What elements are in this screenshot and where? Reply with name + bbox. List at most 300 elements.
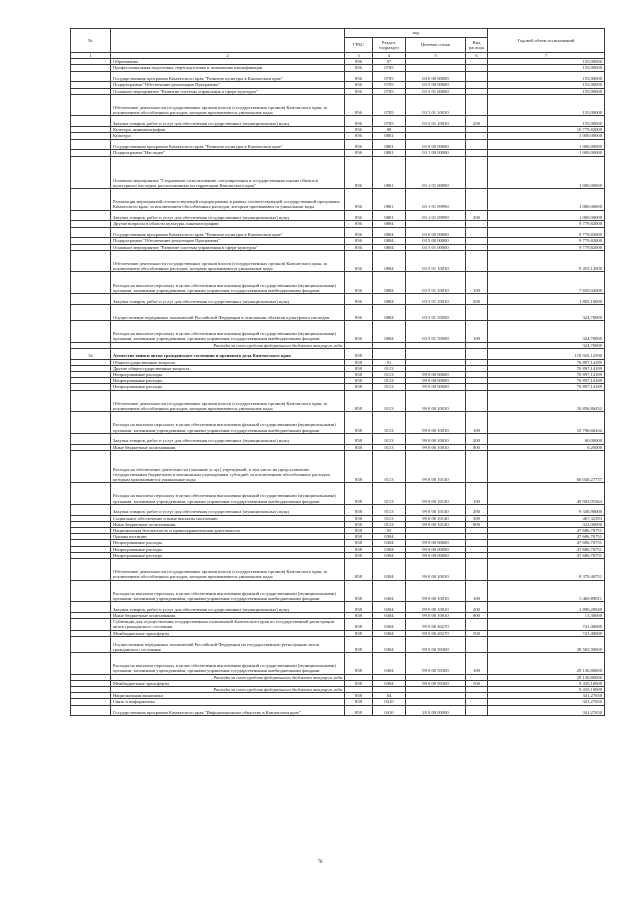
row-vid — [466, 348, 488, 359]
row-target: 99 0 00 59300 — [406, 636, 466, 652]
row-target: 99 0 00 10010 — [406, 602, 466, 613]
row-grbs: 858 — [345, 412, 373, 434]
row-name: Закупка товаров, работ и услуг для обеспечения государственных (муниципальных) нужд — [111, 116, 345, 127]
row-number — [71, 293, 111, 304]
row-target: 99 0 00 00000 — [406, 384, 466, 390]
row-name: Обеспечение деятельности государственных органов власти (государственных органов) Камчатского края, за исключением обособленных расходов, которым присваиваются уникальные коды — [111, 94, 345, 116]
row-name: Другие вопросы в области культуры, кинематографии — [111, 221, 345, 227]
table-row — [71, 250, 605, 272]
row-name: Подпрограмма "Наследие" — [111, 150, 345, 156]
row-target: 03 5 01 10010 — [406, 116, 466, 127]
row-grbs: 856 — [345, 227, 373, 238]
row-target: 99 0 00 40270 — [406, 619, 466, 630]
row-razdel — [373, 348, 406, 359]
row-name: Иные бюджетные ассигнования — [111, 612, 345, 618]
row-grbs: 856 — [345, 139, 373, 150]
row-grbs: 858 — [345, 450, 373, 482]
row-grbs: 858 — [345, 444, 373, 450]
row-amount: 1 000,00000 — [488, 156, 605, 188]
row-razdel: 0304 — [373, 558, 406, 580]
row-number — [71, 390, 111, 412]
row-name: Национальная безопасность и правоохранительная деятельность — [111, 527, 345, 533]
row-vid: 200 — [466, 602, 488, 613]
row-name: Социальное обеспечение и иные выплаты населению — [111, 515, 345, 521]
row-razdel: 0410 — [373, 705, 406, 716]
table-row — [71, 602, 605, 613]
row-razdel: 0113 — [373, 521, 406, 527]
row-amount: 70 897,14189 — [488, 384, 605, 390]
row-vid: 800 — [466, 444, 488, 450]
table-row — [71, 116, 605, 127]
row-razdel: 0801 — [373, 133, 406, 139]
row-grbs: 856 — [345, 250, 373, 272]
row-amount: 155,00000 — [488, 71, 605, 82]
row-target: 03 5 01 10010 — [406, 94, 466, 116]
row-vid: 100 — [466, 320, 488, 342]
row-name: Культура, кинематография — [111, 127, 345, 133]
row-grbs: 858 — [345, 521, 373, 527]
col-header-target: Целевая статья — [406, 38, 466, 53]
row-name: Иные бюджетные ассигнования — [111, 444, 345, 450]
row-name: Связь и информатика — [111, 699, 345, 705]
row-name: Непрограммные расходы — [111, 371, 345, 377]
table-row — [71, 450, 605, 482]
row-razdel: 0113 — [373, 504, 406, 515]
row-name: Органы юстиции — [111, 534, 345, 540]
row-number — [71, 504, 111, 515]
row-target: 99 0 00 10010 — [406, 444, 466, 450]
row-grbs: 856 — [345, 238, 373, 244]
row-name: Осуществление переданных полномочий Российской Федерации в отношении объектов культурного наследия — [111, 304, 345, 320]
row-target: 03 0 00 00000 — [406, 227, 466, 238]
row-vid: 800 — [466, 521, 488, 527]
row-vid — [466, 636, 488, 652]
row-number — [71, 558, 111, 580]
row-razdel: 0801 — [373, 156, 406, 188]
table-row — [71, 210, 605, 221]
row-target: 99 0 00 10010 — [406, 433, 466, 444]
row-razdel: 0801 — [373, 210, 406, 221]
row-amount: 10 856,86432 — [488, 390, 605, 412]
table-header-row-1 — [71, 29, 605, 38]
row-amount: 29 130,80000 — [488, 674, 605, 680]
row-grbs: 856 — [345, 150, 373, 156]
row-amount: 9 779,82000 — [488, 227, 605, 238]
row-target: 99 0 00 00000 — [406, 378, 466, 384]
row-name: Подпрограмма "Обеспечение реализации Программы" — [111, 82, 345, 88]
row-razdel: 0304 — [373, 580, 406, 602]
row-number — [71, 116, 111, 127]
row-amount: 155,00000 — [488, 116, 605, 127]
row-vid: 500 — [466, 680, 488, 686]
col-index: 4 — [373, 53, 406, 59]
row-amount: 9 779,82000 — [488, 244, 605, 250]
row-amount: 155,00000 — [488, 59, 605, 65]
row-name: Закупка товаров, работ и услуг для обеспечения государственных (муниципальных) нужд — [111, 602, 345, 613]
row-number — [71, 272, 111, 294]
table-row — [71, 504, 605, 515]
row-grbs: 856 — [345, 210, 373, 221]
table-row — [71, 320, 605, 342]
row-target: 99 0 00 59300 — [406, 652, 466, 674]
row-name: Профессиональная подготовка, переподготовка и повышение квалификации — [111, 65, 345, 71]
row-target: 99 0 00 10140 — [406, 515, 466, 521]
row-target: 03 5 01 10010 — [406, 272, 466, 294]
row-target: 99 0 00 10010 — [406, 612, 466, 618]
row-target: 03 0 00 00000 — [406, 139, 466, 150]
row-razdel: 07 — [373, 59, 406, 65]
row-grbs: 856 — [345, 127, 373, 133]
row-razdel: 0801 — [373, 189, 406, 211]
row-vid — [466, 94, 488, 116]
row-amount: 47 686,70751 — [488, 540, 605, 546]
row-vid — [466, 619, 488, 630]
row-grbs: 856 — [345, 71, 373, 82]
row-target: 99 0 00 10140 — [406, 483, 466, 505]
row-number — [71, 227, 111, 238]
row-number — [71, 636, 111, 652]
row-amount: 47 686,70751 — [488, 546, 605, 552]
row-number — [71, 580, 111, 602]
row-grbs: 858 — [345, 348, 373, 359]
row-number — [71, 602, 111, 613]
row-vid — [466, 139, 488, 150]
row-target: 99 0 00 00000 — [406, 371, 466, 377]
row-grbs: 858 — [345, 483, 373, 505]
row-name: Агентство записи актов гражданского состояния и архивного дела Камчатского края — [111, 348, 345, 359]
row-razdel: 0304 — [373, 612, 406, 618]
row-amount: 70 897,14189 — [488, 378, 605, 384]
row-number — [71, 189, 111, 211]
row-target: 99 0 00 00000 — [406, 552, 466, 558]
row-target: 99 0 00 10010 — [406, 412, 466, 434]
row-razdel: 04 — [373, 693, 406, 699]
row-razdel: 0304 — [373, 636, 406, 652]
row-grbs: 856 — [345, 272, 373, 294]
row-amount: 1 000,00000 — [488, 133, 605, 139]
row-target: 99 0 00 10010 — [406, 390, 466, 412]
row-razdel: 0804 — [373, 250, 406, 272]
row-razdel: 0705 — [373, 94, 406, 116]
table-row — [71, 652, 605, 674]
row-amount: 9 779,82000 — [488, 238, 605, 244]
col-index: 7 — [488, 53, 605, 59]
row-name: Государственная программа Камчатского края "Развитие культуры в Камчатском крае" — [111, 227, 345, 238]
row-amount: 324,70000 — [488, 320, 605, 342]
row-grbs: 856 — [345, 116, 373, 127]
row-grbs: 858 — [345, 552, 373, 558]
row-vid — [466, 71, 488, 82]
row-amount: 9 779,82000 — [488, 221, 605, 227]
row-vid — [466, 705, 488, 716]
row-grbs: 856 — [345, 293, 373, 304]
row-name: Непрограммные расходы — [111, 546, 345, 552]
row-number — [71, 652, 111, 674]
budget-document — [70, 28, 604, 716]
row-number — [71, 94, 111, 116]
row-target: 99 0 00 59300 — [406, 680, 466, 686]
table-row — [71, 636, 605, 652]
row-name: Расходы на выплаты персоналу в целях обеспечения выполнения функций государственными (муниципальными) органами, казенными учреждениями, органами управления государственными внебюджетными фондами — [111, 412, 345, 434]
row-number — [71, 71, 111, 82]
row-razdel: 0113 — [373, 444, 406, 450]
row-razdel: 0304 — [373, 630, 406, 636]
row-grbs: 856 — [345, 82, 373, 88]
row-razdel: 0804 — [373, 244, 406, 250]
row-number — [71, 250, 111, 272]
row-grbs: 856 — [345, 189, 373, 211]
row-razdel: 0113 — [373, 515, 406, 521]
table-row — [71, 412, 605, 434]
row-vid — [466, 558, 488, 580]
row-razdel: 0113 — [373, 378, 406, 384]
row-amount: 47 686,70751 — [488, 534, 605, 540]
row-number — [71, 483, 111, 505]
row-amount: 70 897,14189 — [488, 365, 605, 371]
col-header-razdel: Раздел, подраздел — [373, 38, 406, 53]
col-header-code-group: код — [345, 29, 488, 38]
row-amount: 118 925,12590 — [488, 348, 605, 359]
row-razdel: 0705 — [373, 116, 406, 127]
row-amount: 341,27650 — [488, 693, 605, 699]
row-vid — [466, 189, 488, 211]
row-number — [71, 619, 111, 630]
row-target: 99 0 00 10140 — [406, 521, 466, 527]
row-razdel: 0113 — [373, 433, 406, 444]
col-index: 2 — [111, 53, 345, 59]
row-vid: 200 — [466, 433, 488, 444]
table-row — [71, 483, 605, 505]
table-row — [71, 619, 605, 630]
row-target: 99 0 00 10010 — [406, 580, 466, 602]
table-row — [71, 348, 605, 359]
row-target: 03 5 01 00000 — [406, 88, 466, 94]
row-name: Государственная программа Камчатского края "Информационное общество в Камчатском крае" — [111, 705, 345, 716]
row-razdel: 0705 — [373, 82, 406, 88]
row-number — [71, 139, 111, 150]
row-name: Закупка товаров, работ и услуг для обеспечения государственных (муниципальных) нужд — [111, 433, 345, 444]
row-grbs: 856 — [345, 304, 373, 320]
row-grbs: 856 — [345, 59, 373, 65]
row-name: Расходы на выплаты персоналу в целях обеспечения выполнения функций государственными (муниципальными) органами, казенными учреждениями, органами управления государственными внебюджетными фондами — [111, 272, 345, 294]
table-row — [71, 272, 605, 294]
row-vid: 100 — [466, 580, 488, 602]
row-name: Расходы за счет средств федерального бюджета текущего года — [111, 342, 345, 348]
row-name: Культура — [111, 133, 345, 139]
row-razdel: 0801 — [373, 150, 406, 156]
table-row — [71, 558, 605, 580]
row-grbs: 856 — [345, 88, 373, 94]
row-name: Основное мероприятие "Развитие системы управления в сфере культуры" — [111, 244, 345, 250]
row-name: Основное мероприятие "Сохранение, использование, популяризация и государственная охрана объектов культурного наследия, расположенных на территории Камчатского края" — [111, 156, 345, 188]
row-grbs: 858 — [345, 546, 373, 552]
row-amount: 10 779,82000 — [488, 127, 605, 133]
row-razdel: 03 — [373, 527, 406, 533]
row-razdel: 0804 — [373, 272, 406, 294]
row-razdel: 0804 — [373, 238, 406, 244]
row-grbs: 856 — [345, 156, 373, 188]
row-target: 03 5 00 00000 — [406, 82, 466, 88]
row-amount: 0,20000 — [488, 444, 605, 450]
row-target: 03 1 01 00000 — [406, 156, 466, 188]
row-grbs: 856 — [345, 65, 373, 71]
row-amount: 70 897,14189 — [488, 371, 605, 377]
row-razdel: 0801 — [373, 139, 406, 150]
row-razdel: 0113 — [373, 412, 406, 434]
row-number: 32 — [71, 348, 111, 359]
table-row — [71, 71, 605, 82]
table-row — [71, 156, 605, 188]
row-number — [71, 705, 111, 716]
table-row — [71, 293, 605, 304]
row-grbs: 858 — [345, 534, 373, 540]
row-name: Государственная программа Камчатского края "Развитие культуры в Камчатском крае" — [111, 139, 345, 150]
row-name: Основное мероприятие "Развитие системы управления в сфере культуры" — [111, 88, 345, 94]
row-amount: 9 455,12000 — [488, 250, 605, 272]
row-amount: 10 796,66432 — [488, 412, 605, 434]
row-grbs: 858 — [345, 636, 373, 652]
row-razdel: 0304 — [373, 552, 406, 558]
row-amount: 9 435,10000 — [488, 686, 605, 692]
row-razdel: 0304 — [373, 652, 406, 674]
row-name: Межбюджетные трансферты — [111, 680, 345, 686]
row-target: 03 1 01 09990 — [406, 189, 466, 211]
row-amount: 60,00000 — [488, 433, 605, 444]
row-name: Образование — [111, 59, 345, 65]
row-amount: 741,40000 — [488, 630, 605, 636]
row-name: Подпрограмма "Обеспечение реализации Программы" — [111, 238, 345, 244]
row-name: Закупка товаров, работ и услуг для обеспечения государственных (муниципальных) нужд — [111, 293, 345, 304]
row-amount: 324,70000 — [488, 342, 605, 348]
row-name: Межбюджетные трансферты — [111, 630, 345, 636]
row-razdel: 0804 — [373, 320, 406, 342]
row-target: 03 5 00 00000 — [406, 238, 466, 244]
row-vid: 100 — [466, 652, 488, 674]
row-vid — [466, 250, 488, 272]
row-number — [71, 304, 111, 320]
row-vid: 100 — [466, 412, 488, 434]
row-target — [406, 348, 466, 359]
row-grbs: 856 — [345, 320, 373, 342]
row-amount: 741,40000 — [488, 619, 605, 630]
row-name: Непрограммные расходы — [111, 384, 345, 390]
row-razdel: 0705 — [373, 65, 406, 71]
table-row — [71, 580, 605, 602]
col-header-num: № — [71, 29, 111, 53]
page-number: 78 — [317, 860, 323, 865]
row-target: 99 0 00 00000 — [406, 540, 466, 546]
row-amount: 341,27650 — [488, 699, 605, 705]
row-grbs: 858 — [345, 384, 373, 390]
row-grbs: 858 — [345, 558, 373, 580]
row-grbs: 858 — [345, 504, 373, 515]
row-vid: 200 — [466, 116, 488, 127]
row-grbs: 856 — [345, 221, 373, 227]
row-amount: 467,32393 — [488, 515, 605, 521]
table-row — [71, 189, 605, 211]
row-name: Расходы на выплаты персоналу в целях обеспечения выполнения функций государственными (муниципальными) органами, казенными учреждениями, органами управления государственными внебюджетными фондами — [111, 320, 345, 342]
row-grbs: 858 — [345, 540, 373, 546]
budget-table — [70, 28, 605, 716]
row-target: 20 0 00 00000 — [406, 705, 466, 716]
row-razdel: 08 — [373, 127, 406, 133]
row-vid: 100 — [466, 272, 488, 294]
row-grbs: 858 — [345, 390, 373, 412]
row-name: Реализация мероприятий соответствующей подпрограммы в рамках соответствующей государственной программы Камчатского края, за исключением обособленных расходов, которым присваиваются уникальные коды — [111, 189, 345, 211]
col-header-vid: Вид расхода — [466, 38, 488, 53]
col-index: 3 — [345, 53, 373, 59]
row-razdel: 0113 — [373, 483, 406, 505]
row-amount: 13,30000 — [488, 612, 605, 618]
row-name: Осуществление переданных полномочий Российской Федерации на государственную регистрацию актов гражданского состояния — [111, 636, 345, 652]
row-amount: 324,70000 — [488, 304, 605, 320]
row-name: Общегосударственные вопросы — [111, 359, 345, 365]
row-amount: 29 130,80000 — [488, 652, 605, 674]
row-name: Государственная программа Камчатского края "Развитие культуры в Камчатском крае" — [111, 71, 345, 82]
row-amount: 60 040,27757 — [488, 450, 605, 482]
row-amount: 1 000,00000 — [488, 210, 605, 221]
col-header-amount: Годовой объем ассигнований — [488, 29, 605, 53]
row-name: Обеспечение деятельности государственных органов власти (государственных органов) Камчатского края, за исключением обособленных расходов, которым присваиваются уникальные коды — [111, 250, 345, 272]
row-razdel: 0113 — [373, 450, 406, 482]
row-target: 03 0 00 00000 — [406, 71, 466, 82]
table-row — [71, 94, 605, 116]
row-razdel: 0304 — [373, 546, 406, 552]
row-razdel: 0804 — [373, 227, 406, 238]
row-grbs: 858 — [345, 612, 373, 618]
row-grbs: 856 — [345, 94, 373, 116]
row-grbs: 858 — [345, 630, 373, 636]
row-amount: 323,00000 — [488, 521, 605, 527]
row-name: Непрограммные расходы — [111, 552, 345, 558]
col-header-name — [111, 29, 345, 53]
row-name: Национальная экономика — [111, 693, 345, 699]
row-grbs: 858 — [345, 371, 373, 377]
row-number — [71, 450, 111, 482]
table-row — [71, 433, 605, 444]
row-grbs: 858 — [345, 619, 373, 630]
row-target: 99 0 00 40270 — [406, 630, 466, 636]
row-vid — [466, 390, 488, 412]
row-name: Расходы на обеспечение деятельности (оказание услуг) учреждений, в том числе на предоставление государственным бюджетным и автономным учреждениям субсидий, за исключением обособленных расходов, которым присваиваются уникальные коды — [111, 450, 345, 482]
row-target: 03 5 01 59500 — [406, 304, 466, 320]
row-grbs: 858 — [345, 378, 373, 384]
row-amount: 5 469,89811 — [488, 580, 605, 602]
row-grbs: 858 — [345, 433, 373, 444]
row-grbs: 858 — [345, 527, 373, 533]
row-name: Закупка товаров, работ и услуг для обеспечения государственных (муниципальных) нужд — [111, 210, 345, 221]
row-name: Другие общегосударственные вопросы — [111, 365, 345, 371]
row-grbs: 858 — [345, 699, 373, 705]
row-amount: 9 435,10000 — [488, 680, 605, 686]
row-razdel: 0113 — [373, 384, 406, 390]
row-grbs: 858 — [345, 580, 373, 602]
col-index: 1 — [71, 53, 111, 59]
row-amount: 155,00000 — [488, 82, 605, 88]
row-amount: 38 565,90000 — [488, 636, 605, 652]
row-name: Иные бюджетные ассигнования — [111, 521, 345, 527]
table-row — [71, 139, 605, 150]
row-vid — [466, 450, 488, 482]
row-name: Расходы на выплаты персоналу в целях обеспечения выполнения функций государственными (муниципальными) органами, казенными учреждениями, органами управления государственными внебюджетными фондами — [111, 580, 345, 602]
row-amount: 47 686,70751 — [488, 552, 605, 558]
row-vid: 500 — [466, 630, 488, 636]
row-grbs: 858 — [345, 515, 373, 521]
row-razdel: 0304 — [373, 534, 406, 540]
row-name: Непрограммные расходы — [111, 378, 345, 384]
table-body — [71, 59, 605, 716]
row-name: Обеспечение деятельности государственных органов власти (государственных органов) Камчатского края, за исключением обособленных расходов, которым присваиваются уникальные коды — [111, 558, 345, 580]
